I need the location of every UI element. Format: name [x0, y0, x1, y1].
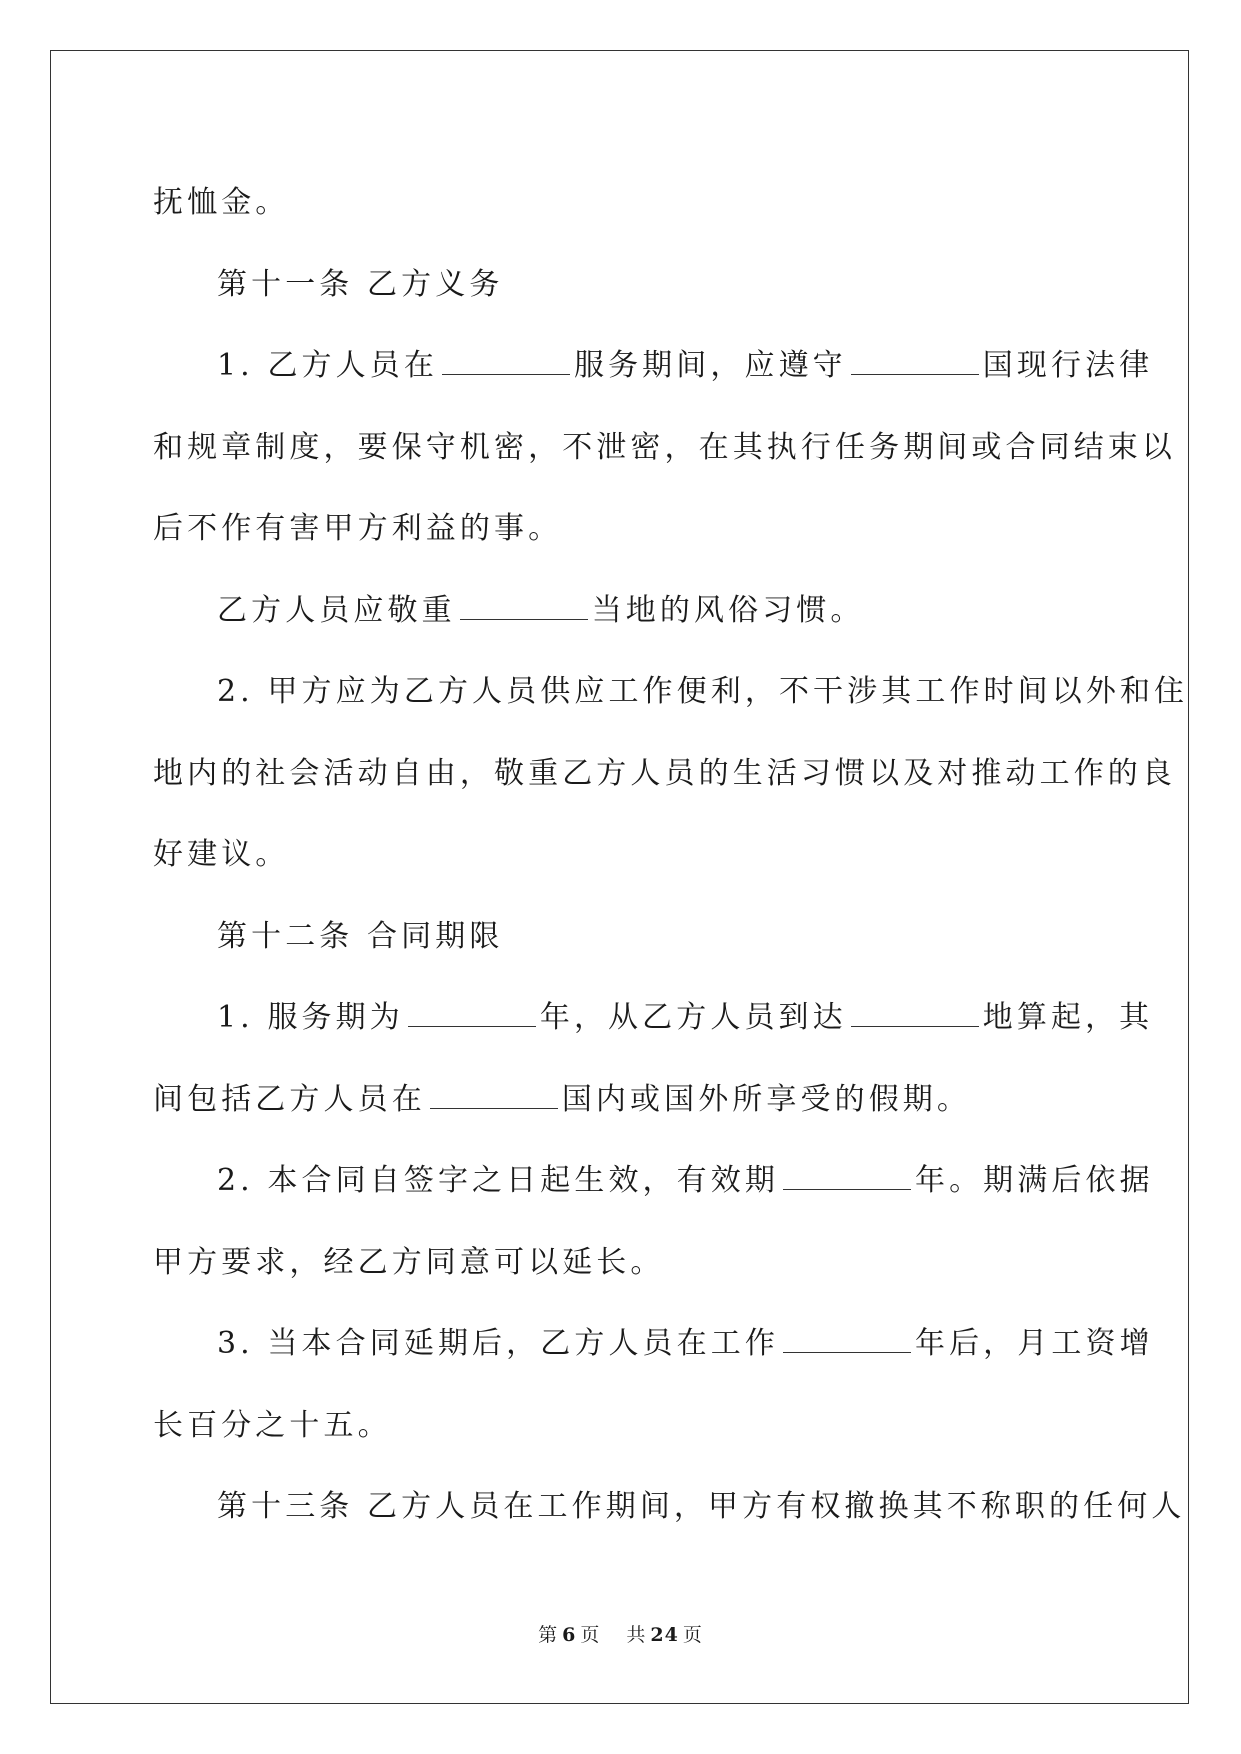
fill-in-blank	[783, 1167, 911, 1190]
line-text: 第十三条 乙方人员在工作期间，甲方有权撤换其不称职的任何人	[217, 1489, 1186, 1524]
line-text: 年后，月工资增	[914, 1326, 1154, 1361]
line-text: 2. 甲方应为乙方人员供应工作便利，不干涉其工作时间以外和住	[217, 674, 1189, 709]
line-text: 国内或国外所享受的假期。	[561, 1081, 972, 1117]
footer-page-word: 页	[580, 1624, 601, 1646]
line-text: 第十一条 乙方义务	[217, 266, 504, 302]
footer-total-suffix: 页	[682, 1624, 703, 1646]
line-text: 甲方要求，经乙方同意可以延长。	[153, 1244, 665, 1280]
section-heading-11	[153, 244, 1087, 326]
line-text: 国现行法律	[982, 348, 1154, 383]
text-line-1	[153, 162, 1087, 244]
text-line-12	[153, 1059, 1087, 1141]
line-text: 抚恤金。	[153, 185, 290, 220]
text-line-9	[153, 814, 1087, 896]
line-text: 后不作有害甲方利益的事。	[153, 511, 563, 546]
line-text: 服务期间，应遵守	[573, 348, 847, 383]
page-footer	[0, 1620, 1241, 1647]
fill-in-blank	[430, 1086, 558, 1109]
line-text: 当地的风俗习惯。	[591, 592, 865, 628]
text-line-11	[153, 977, 1154, 1059]
fill-in-blank	[460, 597, 588, 620]
text-line-6	[153, 570, 1087, 652]
fill-in-blank	[783, 1330, 911, 1353]
text-line-4	[153, 407, 1176, 489]
line-text: 和规章制度，要保守机密，不泄密，在其执行任务期间或合同结束以	[153, 429, 1176, 465]
text-line-7	[153, 651, 1189, 733]
line-text: 地内的社会活动自由，敬重乙方人员的生活习惯以及对推动工作的良	[153, 755, 1176, 791]
line-text: 1. 服务期为	[217, 1000, 404, 1035]
line-text: 2. 本合同自签字之日起生效，有效期	[217, 1163, 779, 1198]
text-line-16	[153, 1385, 1087, 1467]
line-text: 长百分之十五。	[153, 1407, 392, 1443]
fill-in-blank	[851, 1004, 979, 1027]
line-text: 年，从乙方人员到达	[539, 1000, 847, 1035]
line-text: 第十二条 合同期限	[217, 918, 504, 954]
text-line-14	[153, 1222, 1087, 1304]
text-line-8	[153, 733, 1176, 815]
section-heading-12	[153, 896, 1087, 978]
document-body	[153, 162, 1189, 1548]
total-page-count: 24	[650, 1624, 679, 1646]
body-text	[153, 162, 1189, 1548]
line-text: 好建议。	[153, 837, 290, 872]
text-line-15	[153, 1303, 1154, 1385]
fill-in-blank	[442, 352, 570, 375]
footer-prefix: 第	[538, 1624, 559, 1646]
line-text: 年。期满后依据	[914, 1163, 1154, 1198]
text-line-3	[153, 325, 1154, 407]
section-heading-13	[153, 1466, 1186, 1548]
current-page-number: 6	[562, 1624, 577, 1646]
fill-in-blank	[851, 352, 979, 375]
text-line-5	[153, 488, 1087, 570]
line-text: 1. 乙方人员在	[217, 348, 438, 383]
footer-total-prefix: 共	[626, 1624, 647, 1646]
line-text: 间包括乙方人员在	[153, 1081, 426, 1117]
line-text: 乙方人员应敬重	[217, 592, 456, 628]
line-text: 3. 当本合同延期后，乙方人员在工作	[217, 1326, 779, 1361]
text-line-13	[153, 1140, 1154, 1222]
fill-in-blank	[408, 1004, 536, 1027]
line-text: 地算起，其	[982, 1000, 1154, 1035]
